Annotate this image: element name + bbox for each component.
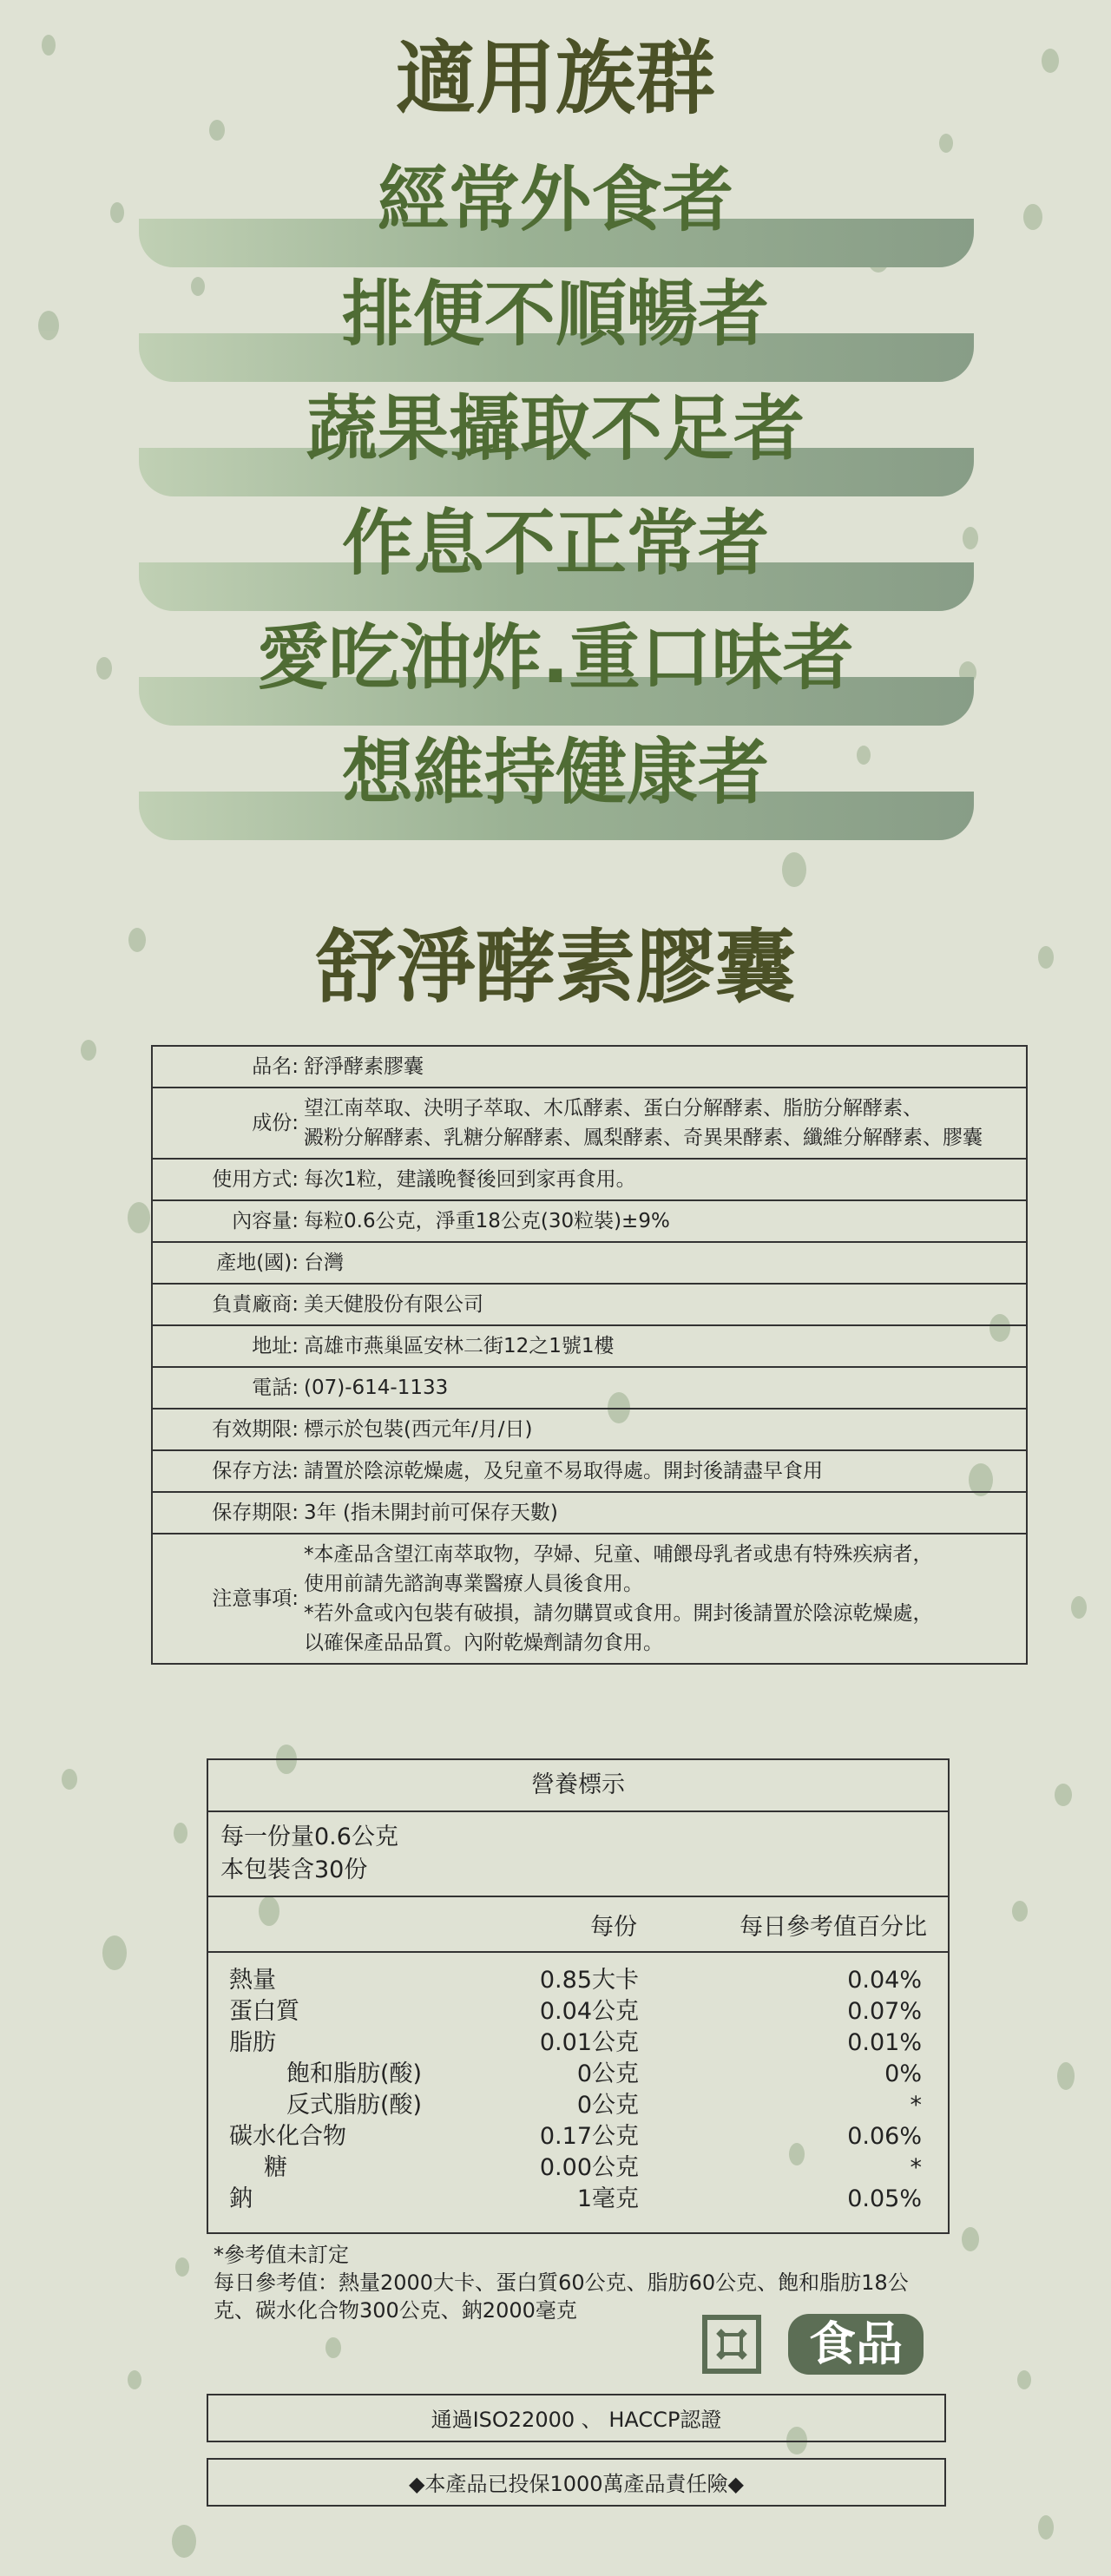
- insurance-box: ◆本產品已投保1000萬產品責任險◆: [207, 2458, 946, 2507]
- nutrient-name: 糖: [264, 2154, 287, 2181]
- table-row: 產地(國): 台灣: [152, 1242, 1027, 1284]
- nutrition-row: [208, 2121, 948, 2152]
- target-group-item: 經常外食者: [0, 153, 1111, 267]
- nutrient-daily-value: 0.07%: [847, 1998, 922, 2025]
- nutrient-name: 飽和脂肪(酸): [286, 2060, 423, 2087]
- table-row: 內容量: 每粒0.6公克，淨重18公克(30粒裝)±9%: [152, 1200, 1027, 1242]
- nutrient-per-serving: 0.00公克: [539, 2154, 639, 2181]
- serving-info: [208, 1812, 948, 1897]
- servings-per-package: 本包裝含30份: [220, 1856, 368, 1883]
- food-badge: 食品: [788, 2314, 924, 2375]
- certification-box: 通過ISO22000 、 HACCP認證: [207, 2394, 946, 2442]
- product-title: 舒淨酵素膠囊: [315, 921, 795, 1014]
- target-group-item: 想維持健康者: [0, 726, 1111, 840]
- target-group-item: 愛吃油炸.重口味者: [0, 611, 1111, 726]
- target-group-item: 蔬果攝取不足者: [0, 382, 1111, 496]
- nutrient-daily-value: *: [910, 2154, 922, 2181]
- spec-table: [151, 1045, 1028, 1665]
- nutrient-per-serving: 0.01公克: [539, 2029, 639, 2056]
- table-row: 有效期限: 標示於包裝(西元年/月/日): [152, 1409, 1027, 1450]
- nutrition-title: 營養標示: [208, 1760, 948, 1812]
- nutrition-row: [208, 1996, 948, 2027]
- table-row: 保存期限: 3年 (指未開封前可保存天數): [152, 1492, 1027, 1534]
- nutrient-daily-value: 0.01%: [847, 2029, 922, 2056]
- table-row: 注意事項: *本產品含望江南萃取物，孕婦、兒童、哺餵母乳者或患有特殊疾病者， 使用前請先諮詢專業醫療人員後食用。 *若外盒或內包裝有破損，請勿購買或食用。開封後請置於陰涼乾燥處， 以確保產品品質。內附乾燥劑請勿食用。: [152, 1534, 1027, 1664]
- nutrient-name: 蛋白質: [229, 1998, 299, 2025]
- serving-size: 每一份量0.6公克: [220, 1824, 398, 1850]
- nutrition-label: [207, 1758, 950, 2234]
- nutrient-per-serving: 0公克: [576, 2092, 639, 2119]
- table-row: 成份: 望江南萃取、決明子萃取、木瓜酵素、蛋白分解酵素、脂肪分解酵素、 澱粉分解酵素、乳糖分解酵素、鳳梨酵素、奇異果酵素、纖維分解酵素、膠囊: [152, 1088, 1027, 1159]
- nutrient-per-serving: 1毫克: [576, 2185, 639, 2212]
- nutrient-per-serving: 0公克: [576, 2060, 639, 2087]
- target-group-item: 排便不順暢者: [0, 267, 1111, 382]
- table-row: 保存方法: 請置於陰涼乾燥處，及兒童不易取得處。開封後請盡早食用: [152, 1450, 1027, 1492]
- nutrition-rows: [208, 1953, 948, 2215]
- nutrient-name: 鈉: [229, 2185, 253, 2212]
- table-row: 地址: 高雄市燕巢區安林二街12之1號1樓: [152, 1325, 1027, 1367]
- nutrient-name: 熱量: [229, 1967, 276, 1994]
- nutrition-row: [208, 2152, 948, 2184]
- nutrient-daily-value: 0.04%: [847, 1967, 922, 1994]
- target-group-item: 作息不正常者: [0, 496, 1111, 611]
- nutrition-row: [208, 2090, 948, 2121]
- table-row: 負責廠商: 美天健股份有限公司: [152, 1284, 1027, 1325]
- target-groups-title: 適用族群: [395, 32, 715, 125]
- recycle-icon: [701, 2314, 762, 2375]
- nutrient-per-serving: 0.04公克: [539, 1998, 639, 2025]
- nutrient-daily-value: 0%: [884, 2060, 922, 2087]
- nutrition-notes: [214, 2241, 977, 2324]
- nutrition-row: [208, 1965, 948, 1996]
- note-line: 克、碳水化合物300公克、鈉2000毫克: [214, 2298, 577, 2323]
- note-line: 每日參考值：熱量2000大卡、蛋白質60公克、脂肪60公克、飽和脂肪18公: [214, 2270, 909, 2295]
- column-per-serving: 每份: [590, 1914, 637, 1941]
- nutrient-daily-value: *: [910, 2092, 922, 2119]
- nutrient-name: 反式脂肪(酸): [286, 2092, 423, 2119]
- table-row: 使用方式: 每次1粒，建議晚餐後回到家再食用。: [152, 1159, 1027, 1200]
- nutrient-per-serving: 0.85大卡: [539, 1967, 639, 1994]
- nutrient-name: 碳水化合物: [229, 2123, 346, 2150]
- column-daily-value: 每日參考值百分比: [740, 1914, 927, 1941]
- nutrition-row: [208, 2184, 948, 2215]
- nutrient-daily-value: 0.06%: [847, 2123, 922, 2150]
- note-line: *參考值未訂定: [214, 2243, 349, 2267]
- nutrient-daily-value: 0.05%: [847, 2185, 922, 2212]
- table-row: 電話: (07)-614-1133: [152, 1367, 1027, 1409]
- nutrient-name: 脂肪: [229, 2029, 276, 2056]
- table-row: 品名: 舒淨酵素膠囊: [152, 1046, 1027, 1088]
- nutrition-header: [208, 1897, 948, 1953]
- nutrient-per-serving: 0.17公克: [539, 2123, 639, 2150]
- nutrition-row: [208, 2027, 948, 2059]
- nutrition-row: [208, 2059, 948, 2090]
